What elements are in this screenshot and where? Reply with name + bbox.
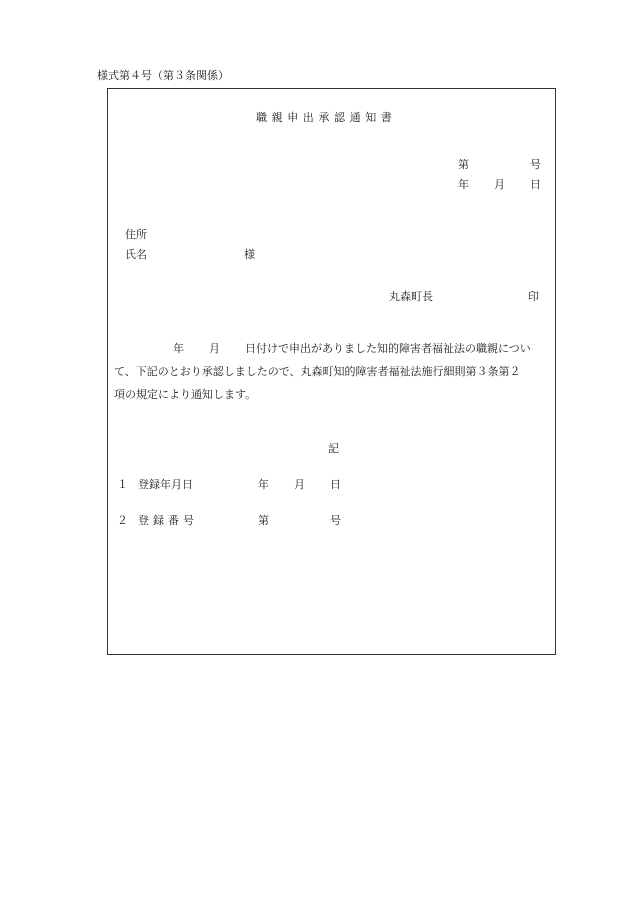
date-day: 日 bbox=[530, 178, 541, 191]
date-year: 年 bbox=[458, 178, 469, 191]
body-line2: て、下記のとおり承認しましたので、丸森町知的障害者福祉法施行細則第３条第２ bbox=[114, 365, 521, 378]
item-2-go: 号 bbox=[330, 514, 341, 527]
item-2-number: ２ bbox=[117, 514, 128, 527]
body-year: 年 bbox=[173, 342, 184, 355]
item-2-label: 登録番号 bbox=[138, 514, 198, 527]
honorific: 様 bbox=[244, 248, 255, 261]
item-1-label: 登録年月日 bbox=[138, 478, 193, 491]
body-line3: 項の規定により通知します。 bbox=[114, 388, 257, 401]
ki-heading: 記 bbox=[328, 442, 339, 455]
body-month: 月 bbox=[209, 342, 220, 355]
document-title: 職親申出承認通知書 bbox=[256, 111, 397, 124]
ref-dai: 第 bbox=[458, 158, 469, 171]
seal-mark: 印 bbox=[528, 290, 539, 303]
ref-go: 号 bbox=[530, 158, 541, 171]
issuer: 丸森町長 bbox=[389, 290, 433, 303]
address-label: 住所 bbox=[125, 228, 147, 241]
item-1-year: 年 bbox=[258, 478, 269, 491]
date-month: 月 bbox=[494, 178, 505, 191]
item-1-number: １ bbox=[117, 478, 128, 491]
item-1-day: 日 bbox=[330, 478, 341, 491]
form-label: 様式第４号（第３条関係） bbox=[97, 69, 229, 82]
name-label: 氏名 bbox=[125, 248, 147, 261]
item-2-dai: 第 bbox=[258, 514, 269, 527]
item-1-month: 月 bbox=[294, 478, 305, 491]
body-line1: 日付けで申出がありました知的障害者福祉法の職親につい bbox=[245, 342, 531, 355]
